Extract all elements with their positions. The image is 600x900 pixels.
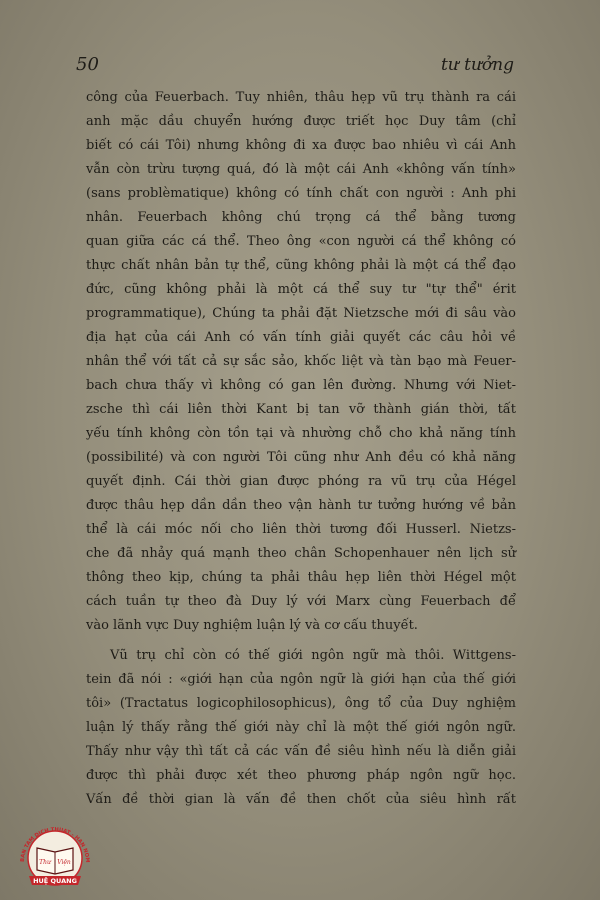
logo-caption: HUỆ QUANG xyxy=(33,877,77,885)
page-header xyxy=(76,54,514,75)
text-line: vẫn còn trừu tượng quá, đó là một cái Anh «không vấn tính» xyxy=(86,162,516,177)
page-number: 50 xyxy=(76,54,99,75)
text-line: che đã nhảy quá mạnh theo chân Schopenhauer nên lịch sử xyxy=(86,546,516,561)
text-line: (possibilité) và con người Tôi cũng như Anh đều có khả năng xyxy=(86,450,516,465)
text-line: đức, cũng không phải là một cá thể suy tư "tự thể" érit xyxy=(86,282,516,297)
text-line: thông theo kịp, chúng ta phải thâu hẹp liên thời Hégel một xyxy=(86,570,516,585)
text-line: Thấy như vậy thì tất cả các vấn đề siêu hình nếu là diễn giải xyxy=(86,744,516,759)
text-line: địa hạt của cái Anh có vấn tính giải quyết các câu hỏi về xyxy=(86,330,516,345)
text-line: Vũ trụ chỉ còn có thế giới ngôn ngữ mà thôi. Wittgens- xyxy=(110,648,516,663)
text-line: thực chất nhân bản tự thể, cũng không phải là một cá thể đạo xyxy=(86,258,516,273)
text-line: anh mặc dầu chuyển hướng được triết học Duy tâm (chỉ xyxy=(86,114,516,129)
logo-arc-text: BAN TAM DICH THUAT - HAN NOM xyxy=(19,826,91,863)
body-text xyxy=(86,86,516,812)
text-line: zsche thì cái liên thời Kant bị tan vỡ thành gián thời, tất xyxy=(86,402,516,417)
text-line: được thâu hẹp dần dần theo vận hành tư tưởng hướng về bản xyxy=(86,498,516,513)
text-line: nhân thể với tất cả sự sắc sảo, khốc liệt và tàn bạo mà Feuer- xyxy=(86,354,516,369)
text-line: thể là cái móc nối cho liên thời tương đối Husserl. Nietzs- xyxy=(86,522,516,537)
text-line: tôi» (Tractatus logicophilosophicus), ông tổ của Duy nghiệm xyxy=(86,696,516,711)
text-line: luận lý thấy rằng thế giới này chỉ là một thế giới ngôn ngữ. xyxy=(86,720,516,735)
text-line: nhân. Feuerbach không chú trọng cá thể bằng tương xyxy=(86,210,516,225)
text-line: yếu tính không còn tồn tại và nhường chỗ cho khả năng tính xyxy=(86,426,516,441)
paragraph-2 xyxy=(86,644,516,812)
text-line: công của Feuerbach. Tuy nhiên, thâu hẹp vũ trụ thành ra cái xyxy=(86,90,516,105)
text-line: vào lãnh vực Duy nghiệm luận lý và cơ cấu thuyết. xyxy=(86,618,418,633)
text-line: (sans problèmatique) không có tính chất con người : Anh phi xyxy=(86,186,516,201)
svg-text:Thư: Thư xyxy=(39,859,51,866)
svg-text:Viện: Viện xyxy=(57,859,71,866)
paragraph-1 xyxy=(86,86,516,638)
text-line: Vấn đề thời gian là vấn đề then chốt của siêu hình rất xyxy=(86,792,516,807)
text-line: programmatique), Chúng ta phải đặt Nietzsche mới đi sâu vào xyxy=(86,306,516,321)
book-icon xyxy=(37,848,73,874)
text-line: được thì phải được xét theo phương pháp ngôn ngữ học. xyxy=(86,768,516,783)
text-line: quan giữa các cá thể. Theo ông «con người cá thể không có xyxy=(86,234,516,249)
running-title: tư tưởng xyxy=(440,55,514,75)
text-line: cách tuần tự theo đà Duy lý với Marx cùng Feuerbach để xyxy=(86,594,516,609)
text-line: bach chưa thấy vì không có gan lên đường. Nhưng với Niet- xyxy=(86,378,516,393)
text-line: quyết định. Cái thời gian được phóng ra vũ trụ của Hégel xyxy=(86,474,516,489)
text-line: biết có cái Tôi) nhưng không đi xa được bao nhiêu vì cái Anh xyxy=(86,138,516,153)
text-line: tein đã nói : «giới hạn của ngôn ngữ là giới hạn của thế giới xyxy=(86,672,516,687)
hue-quang-library-logo xyxy=(14,818,96,890)
